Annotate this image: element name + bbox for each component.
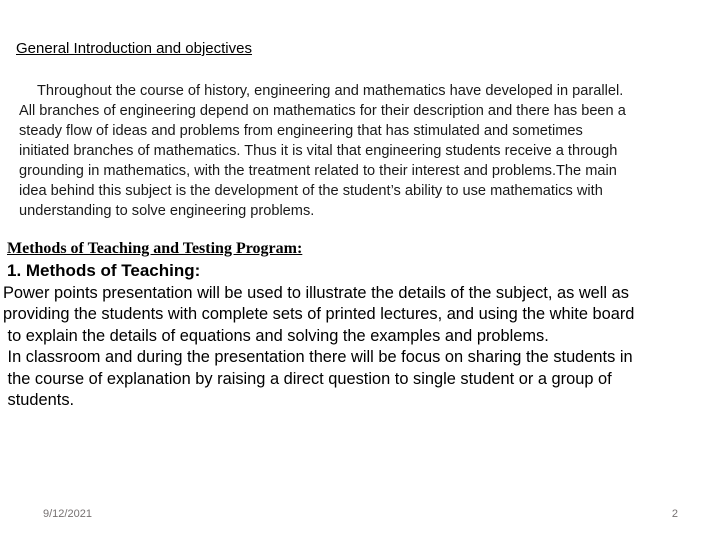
methods-line: the course of explanation by raising a direct question to single student or a group of (3, 369, 612, 388)
methods-line: students. (3, 391, 75, 410)
intro-line: grounding in mathematics, with the treatment related to their interest and problems.The main (19, 163, 617, 179)
methods-paragraph (3, 283, 715, 411)
intro-line: idea behind this subject is the development of the student’s ability to use mathematics with (19, 183, 603, 199)
intro-line: steady flow of ideas and problems from engineering that has stimulated and sometimes (19, 123, 583, 139)
intro-paragraph (19, 81, 701, 221)
methods-line: Power points presentation will be used to illustrate the details of the subject, as well as (3, 284, 629, 302)
intro-line: Throughout the course of history, engineering and mathematics have developed in parallel. (37, 83, 624, 99)
footer-date: 9/12/2021 (43, 508, 92, 520)
methods-line: providing the students with complete sets of printed lectures, and using the white board (3, 305, 635, 324)
methods-heading: Methods of Teaching and Testing Program: (7, 240, 303, 257)
intro-line: All branches of engineering depend on mathematics for their description and there has been a (19, 103, 626, 119)
methods-line: In classroom and during the presentation there will be focus on sharing the students in (3, 348, 633, 367)
intro-line: understanding to solve engineering problems. (19, 203, 315, 219)
intro-title: General Introduction and objectives (16, 40, 252, 57)
intro-line: initiated branches of mathematics. Thus it is vital that engineering students receive a through (19, 143, 618, 159)
methods-subheading: 1. Methods of Teaching: (7, 261, 201, 280)
methods-line: to explain the details of equations and solving the examples and problems. (3, 326, 549, 345)
footer-page-number: 2 (671, 508, 678, 520)
